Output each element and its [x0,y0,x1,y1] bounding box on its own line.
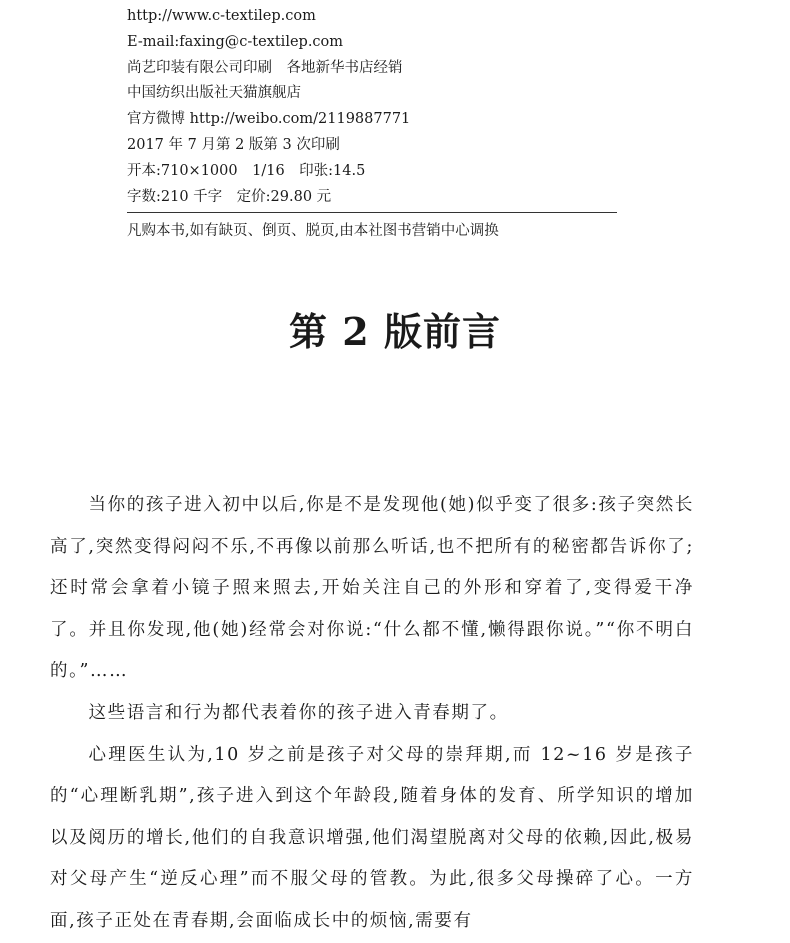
colophon [127,4,617,210]
replacement-notice: 凡购本书,如有缺页、倒页、脱页,由本社图书营销中心调换 [127,223,499,239]
publisher-website: http://www.c-textilep.com [127,8,316,24]
page-title: 第 2 版前言 [289,309,501,354]
format-sheets: 开本:710×1000 1/16 印张:14.5 [127,162,366,179]
edition-printing: 2017 年 7 月第 2 版第 3 次印刷 [127,136,340,153]
paragraph: 这些语言和行为都代表着你的孩子进入青春期了。 [88,702,509,723]
word-count-price: 字数:210 千字 定价:29.80 元 [127,188,332,205]
official-weibo: 官方微博 http://weibo.com/2119887771 [127,111,411,128]
printer-distributor: 尚艺印装有限公司印刷 各地新华书店经销 [127,59,403,76]
online-store: 中国纺织出版社天猫旗舰店 [127,85,301,102]
preface-body [50,485,694,943]
publisher-email: E-mail:faxing@c-textilep.com [127,33,344,50]
colophon-divider [127,212,617,213]
paragraph: 心理医生认为,10 岁之前是孩子对父母的崇拜期,而 12~16 岁是孩子的“心理断乳期”,孩子进入到这个年龄段,随着身体的发育、所学知识的增加以及阅历的增长,他们的自我意识增强,他们渴望脱离对父母的依赖,因此,极易对父母产生“逆反心理”而不服父母的管教。为此,很多父母操碎了心。一方面,孩子正处在青春期,会面临成长中的烦恼,需要有 [50,744,694,931]
paragraph: 当你的孩子进入初中以后,你是不是发现他(她)似乎变了很多:孩子突然长高了,突然变得闷闷不乐,不再像以前那么听话,也不把所有的秘密都告诉你了;还时常会拿着小镜子照来照去,开始关注自己的外形和穿着了,变得爱干净了。并且你发现,他(她)经常会对你说:“什么都不懂,懒得跟你说。”“你不明白的。”…… [50,495,694,682]
